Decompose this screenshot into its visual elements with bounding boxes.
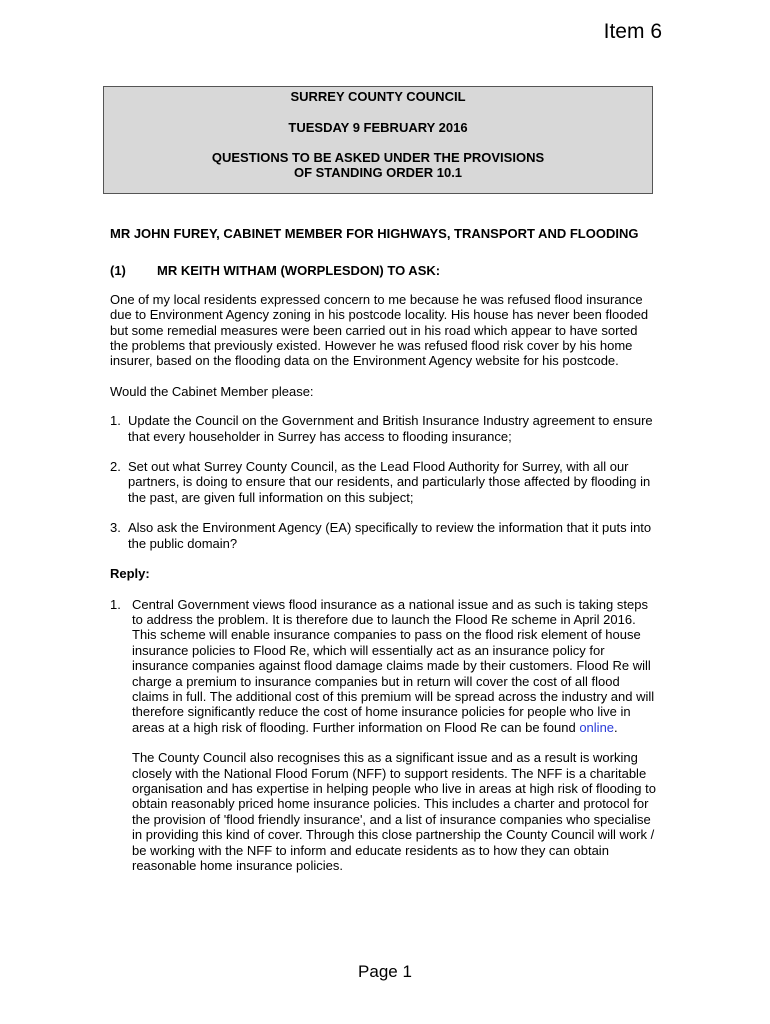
meeting-date: TUESDAY 9 FEBRUARY 2016 (288, 120, 468, 135)
question-request: Would the Cabinet Member please: (110, 383, 314, 399)
title-line-2: OF STANDING ORDER 10.1 (293, 165, 463, 180)
reply-number: 1. (110, 596, 121, 612)
reply-paragraph-1 (132, 597, 658, 736)
list-item-text: Set out what Surrey County Council, as the Lead Flood Authority for Surrey, with all our partners, is doing to ensure that our residents, and particularly those affected by flooding in the past, are given full information on this subject; (128, 459, 651, 505)
cabinet-member-heading: MR JOHN FUREY, CABINET MEMBER FOR HIGHWAYS, TRANSPORT AND FLOODING (110, 226, 639, 241)
question-heading (110, 263, 658, 278)
list-item (110, 520, 658, 551)
list-item-number: 2. (110, 459, 121, 475)
list-item-text: Also ask the Environment Agency (EA) specifically to review the information that it puts into the public domain? (128, 520, 652, 551)
question-asker: MR KEITH WITHAM (WORPLESDON) TO ASK: (157, 263, 441, 279)
list-item-number: 3. (110, 520, 121, 536)
council-name: SURREY COUNTY COUNCIL (290, 89, 466, 104)
header-box (103, 86, 653, 194)
question-number: (1) (110, 263, 126, 279)
document-body (110, 226, 658, 873)
reply-paragraph-1-end: . (614, 719, 618, 735)
reply-heading: Reply: (110, 566, 150, 582)
list-item-number: 1. (110, 413, 121, 429)
reply-item (110, 597, 658, 874)
reply-paragraph-2: The County Council also recognises this as a significant issue and as a result is working closely with the National Flood Forum (NFF) to support residents. The NFF is a charitable organisation and has expertise in helping people who live in areas at high risk of flooding to obtain reasonably priced home insurance policies. This includes a charter and protocol for the provision of 'flood friendly insurance', and a list of insurance companies who specialise in providing this kind of cover. Through this close partnership the County Council will work / be working with the NFF to inform and educate residents as to how they can obtain reasonable home insurance policies. (132, 750, 656, 873)
reply-paragraph-1-text: Central Government views flood insurance as a national issue and as such is taking steps to address the problem. It is therefore due to launch the Flood Re scheme in April 2016. This scheme will enable insurance companies to pass on the flood risk element of house insurance policies to Flood Re, which will essentially act as an insurance policy for insurance companies against flood damage claims made by their customers. Flood Re will charge a premium to insurance companies but in return will cover the cost of all flood claims in full. The additional cost of this premium will be spread across the industry and will therefore significantly reduce the cost of home insurance policies for people who live in areas at a high risk of flooding. Further information on Flood Re can be found (132, 596, 655, 735)
online-link[interactable]: online (579, 719, 615, 735)
list-item-text: Update the Council on the Government and British Insurance Industry agreement to ensure that every householder in Surrey has access to flooding insurance; (128, 413, 653, 444)
list-item (110, 413, 658, 444)
list-item (110, 459, 658, 505)
item-label: Item 6 (603, 20, 662, 43)
title-line-1: QUESTIONS TO BE ASKED UNDER THE PROVISIONS (211, 150, 545, 165)
question-intro: One of my local residents expressed concern to me because he was refused flood insurance due to Environment Agency zoning in his postcode locality. His house has never been flooded but some remedial measures were been carried out in his road which appear to have sorted the problems that previously existed. However he was refused flood risk cover by his home insurer, based on the flooding data on the Environment Agency website for his postcode. (110, 291, 649, 369)
page-number: Page 1 (358, 962, 412, 981)
